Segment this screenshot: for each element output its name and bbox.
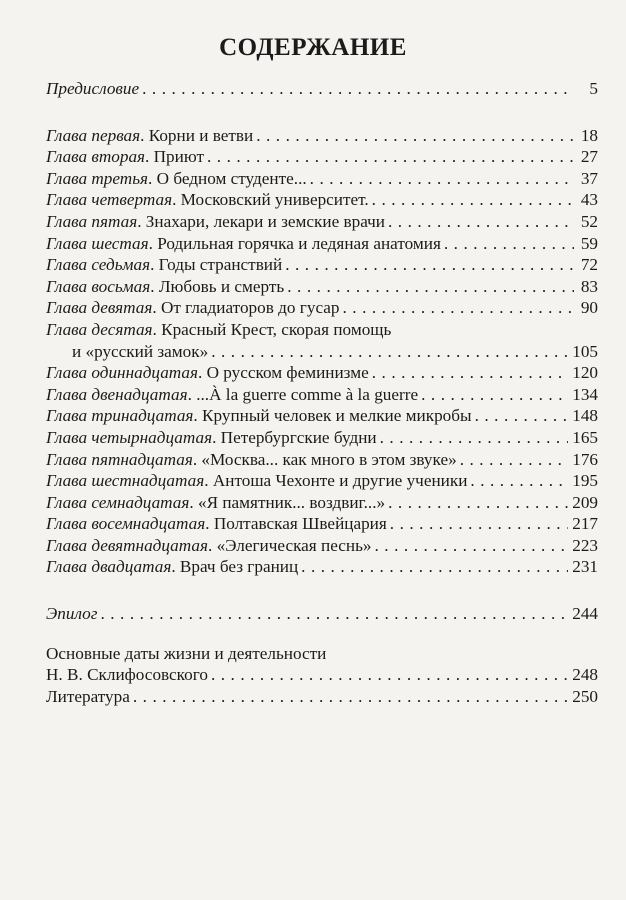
toc-entry-chapter xyxy=(46,513,598,535)
dot-leader xyxy=(470,470,568,492)
toc-entry-chapter xyxy=(46,384,598,406)
chapter-title: Корни и ветви xyxy=(148,125,254,145)
dot-leader xyxy=(133,686,568,708)
toc-entry-chapter-cont xyxy=(46,341,598,363)
page-number: 231 xyxy=(572,557,598,577)
chapter-sep: . xyxy=(150,276,159,296)
chapter-title: Крупный человек и мелкие микробы xyxy=(202,406,472,426)
dot-leader xyxy=(285,254,574,276)
chapter-title: О бедном студенте... xyxy=(156,168,307,188)
chapter-sep: . xyxy=(187,384,197,404)
toc-entry-chapter xyxy=(46,405,598,427)
page-number: 248 xyxy=(572,665,598,685)
chapter-list xyxy=(46,125,598,578)
toc-entry-chapter xyxy=(46,492,598,514)
dot-leader xyxy=(388,492,568,514)
chapter-label: Глава четвертая xyxy=(46,190,173,210)
toc-entry-chapter xyxy=(46,189,598,211)
dot-leader xyxy=(390,513,568,535)
toc-entry-dates xyxy=(46,643,598,665)
toc-entry-chapter xyxy=(46,297,598,319)
chapter-label: Глава двенадцатая xyxy=(46,384,188,404)
entry-label: Предисловие xyxy=(46,79,140,98)
toc-entry-dates-cont xyxy=(46,664,598,686)
page-number: 195 xyxy=(572,471,598,491)
chapter-sep: . xyxy=(148,168,157,188)
dot-leader xyxy=(375,535,569,557)
page-number: 148 xyxy=(572,406,598,426)
chapter-sep: . xyxy=(212,427,221,447)
toc-entry-literature xyxy=(46,686,598,708)
page-number: 90 xyxy=(580,298,598,318)
chapter-sep: . xyxy=(171,557,180,577)
chapter-label: Глава восьмая xyxy=(46,276,151,296)
page-number: 165 xyxy=(572,427,598,447)
dot-leader xyxy=(142,78,574,100)
dot-leader xyxy=(256,125,574,147)
toc-entry-chapter xyxy=(46,427,598,449)
page-number: 72 xyxy=(580,255,598,275)
chapter-sep: . xyxy=(152,298,161,318)
dot-leader xyxy=(343,297,575,319)
toc-entry-chapter xyxy=(46,470,598,492)
dot-leader xyxy=(444,233,574,255)
chapter-label: Глава шестнадцатая xyxy=(46,471,205,491)
page-title: СОДЕРЖАНИЕ xyxy=(219,34,407,61)
toc-entry-epilogue xyxy=(46,603,598,625)
chapter-title: Годы странствий xyxy=(158,255,283,275)
page-number: 37 xyxy=(580,168,598,188)
spacer xyxy=(46,100,598,125)
chapter-title: Полтавская Швейцария xyxy=(213,514,387,534)
chapter-label: Глава двадцатая xyxy=(46,557,172,577)
page-number: 83 xyxy=(580,276,598,296)
page-number: 18 xyxy=(580,125,598,145)
toc-entry-chapter xyxy=(46,233,598,255)
toc-entry-preface xyxy=(46,78,598,100)
toc-entry-chapter xyxy=(46,211,598,233)
page-number: 27 xyxy=(580,147,598,167)
chapter-label: Глава шестая xyxy=(46,233,149,253)
chapter-label: Глава одиннадцатая xyxy=(46,363,198,383)
toc-entry-chapter xyxy=(46,556,598,578)
chapter-title: «Элегическая песнь» xyxy=(216,535,372,555)
dot-leader xyxy=(310,168,574,190)
chapter-sep: . xyxy=(207,535,217,555)
page-number: 134 xyxy=(572,384,598,404)
chapter-sep: . xyxy=(193,406,203,426)
chapter-label: Глава девятая xyxy=(46,298,153,318)
chapter-title: Красный Крест, скорая помощь xyxy=(161,319,392,339)
page-number: 217 xyxy=(572,514,598,534)
toc-entry-chapter xyxy=(46,254,598,276)
page-number: 223 xyxy=(572,535,598,555)
dot-leader xyxy=(421,384,568,406)
page-number: 244 xyxy=(572,604,598,624)
chapter-label: Глава седьмая xyxy=(46,255,151,275)
page-number: 105 xyxy=(572,341,598,361)
toc-entry-chapter xyxy=(46,362,598,384)
chapter-label: Глава пятая xyxy=(46,211,138,231)
dot-leader xyxy=(211,664,568,686)
chapter-label: Глава пятнадцатая xyxy=(46,449,193,469)
chapter-sep: . xyxy=(172,190,181,210)
dot-leader xyxy=(475,405,569,427)
toc-entry-chapter xyxy=(46,146,598,168)
chapter-label: Глава третья xyxy=(46,168,149,188)
chapter-sep: . xyxy=(148,233,158,253)
chapter-label: Глава первая xyxy=(46,125,141,145)
dot-leader xyxy=(372,362,568,384)
page-number: 43 xyxy=(580,190,598,210)
chapter-label: Глава вторая xyxy=(46,147,146,167)
chapter-sep: . xyxy=(145,147,154,167)
chapter-sep: . xyxy=(204,471,213,491)
page-number: 5 xyxy=(589,79,598,98)
chapter-label: Глава четырнадцатая xyxy=(46,427,213,447)
chapter-sep: . xyxy=(205,514,214,534)
dot-leader xyxy=(100,603,568,625)
chapter-title: Антоша Чехонте и другие ученики xyxy=(212,471,468,491)
chapter-title-cont: и «русский замок» xyxy=(72,341,209,361)
dot-leader xyxy=(287,276,574,298)
entry-label: Н. В. Склифосовского xyxy=(46,665,208,685)
chapter-sep: . xyxy=(140,125,149,145)
chapter-title: Врач без границ xyxy=(179,557,299,577)
spacer xyxy=(46,625,598,643)
entry-label: Эпилог xyxy=(46,604,98,624)
page-number: 59 xyxy=(580,233,598,253)
chapter-title: ...À la guerre comme à la guerre xyxy=(196,384,419,404)
chapter-label: Глава тринадцатая xyxy=(46,406,194,426)
page-number: 209 xyxy=(572,492,598,512)
chapter-label: Глава восемнадцатая xyxy=(46,514,206,534)
entry-label: Литература xyxy=(46,686,130,706)
table-of-contents xyxy=(46,78,598,707)
chapter-sep: . xyxy=(137,211,146,231)
chapter-sep: . xyxy=(150,255,159,275)
toc-entry-chapter xyxy=(46,449,598,471)
chapter-title: От гладиаторов до гусар xyxy=(160,298,340,318)
toc-entry-chapter xyxy=(46,535,598,557)
chapter-title: Знахари, лекари и земские врачи xyxy=(145,211,385,231)
dot-leader xyxy=(207,146,574,168)
chapter-title: Любовь и смерть xyxy=(158,276,285,296)
page-number: 120 xyxy=(572,363,598,383)
toc-entry-chapter xyxy=(46,125,598,147)
dot-leader xyxy=(388,211,574,233)
chapter-label: Глава девятнадцатая xyxy=(46,535,208,555)
dot-leader xyxy=(380,427,569,449)
chapter-sep: . xyxy=(189,492,198,512)
page-number: 52 xyxy=(580,211,598,231)
chapter-title: Приют xyxy=(153,147,204,167)
dot-leader xyxy=(211,341,568,363)
chapter-sep: . xyxy=(152,319,162,339)
page-number: 176 xyxy=(572,449,598,469)
dot-leader xyxy=(372,189,574,211)
toc-entry-chapter xyxy=(46,276,598,298)
chapter-label: Глава семнадцатая xyxy=(46,492,190,512)
chapter-title: Родильная горячка и ледяная анатомия xyxy=(157,233,441,253)
chapter-title: О русском феминизме xyxy=(206,363,369,383)
toc-entry-chapter xyxy=(46,319,598,341)
spacer xyxy=(46,578,598,603)
toc-entry-chapter xyxy=(46,168,598,190)
chapter-title: «Москва... как много в этом звуке» xyxy=(201,449,457,469)
chapter-sep: . xyxy=(198,363,207,383)
chapter-title: Петербургские будни xyxy=(220,427,377,447)
chapter-title: Московский университет. xyxy=(180,190,369,210)
dot-leader xyxy=(460,449,569,471)
chapter-label: Глава десятая xyxy=(46,319,153,339)
entry-label: Основные даты жизни и деятельности xyxy=(46,643,327,663)
page-number: 250 xyxy=(572,686,598,706)
chapter-sep: . xyxy=(192,449,202,469)
chapter-title: «Я памятник... воздвиг...» xyxy=(197,492,386,512)
dot-leader xyxy=(301,556,568,578)
